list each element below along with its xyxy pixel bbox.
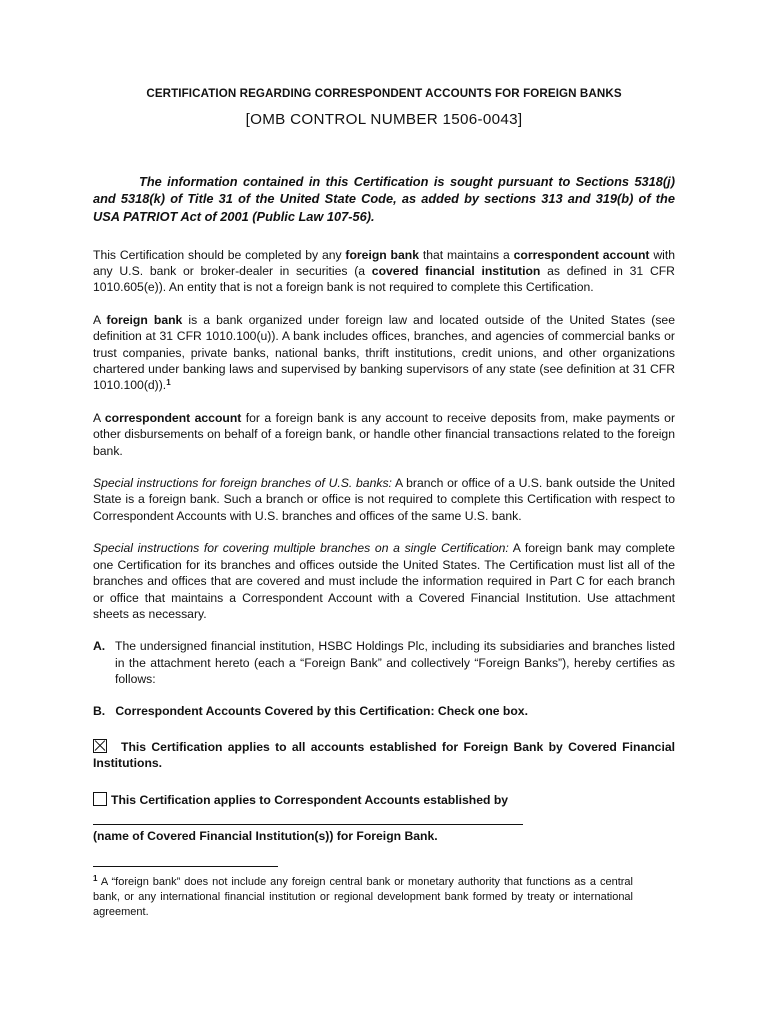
omb-control-number: [OMB CONTROL NUMBER 1506-0043]: [245, 111, 523, 129]
footnote-number: 1: [93, 874, 98, 883]
institution-name-blank-line[interactable]: [93, 810, 523, 825]
checked-box-icon[interactable]: [93, 739, 107, 753]
text-run: as defined in 31 CFR 1010.605(e)). An entity that is not a foreign bank is not required to complete this Certification.: [93, 264, 675, 295]
unchecked-box-icon[interactable]: [93, 792, 107, 806]
text-run: is a bank organized under foreign law and located outside of the United States (see definition at 31 CFR 1010.100(u)). A bank includes offices, branches, and agencies of commercial banks or trust companies, private banks, national banks, thrift institutions, credit unions, and other organizations chartered under banking laws and supervised by banking supervisors of any state (see definition at 31 CFR 1010.100(d)).: [93, 312, 675, 393]
footnote-text: A “foreign bank” does not include any foreign central bank or monetary authority that functions as a central bank, or any international financial institution or regional development bank formed by treaty or international agreement.: [93, 876, 633, 918]
option-all-accounts-label: This Certification applies to all accounts established for Foreign Bank by Covered Financial Institutions.: [93, 739, 675, 771]
footnote-separator: [93, 866, 278, 867]
option-specific-label: This Certification applies to Correspondent Accounts established by: [111, 792, 509, 807]
text-run: A: [93, 312, 107, 327]
term-correspondent-account: correspondent account: [104, 410, 242, 425]
term-foreign-bank: foreign bank: [345, 247, 419, 262]
text-run: with any U.S. bank or broker-dealer in securities (a: [93, 247, 676, 278]
section-a: [93, 638, 675, 687]
section-b-heading: B. Correspondent Accounts Covered by this Certification: Check one box.: [93, 703, 528, 718]
special-instructions-heading: Special instructions for foreign branches of U.S. banks:: [93, 476, 392, 491]
section-a-text: The undersigned financial institution, HSBC Holdings Plc, including its subsidiaries and branches listed in the attachment hereto (each a “Foreign Bank” and collectively “Foreign Banks”), hereby certifies as follows:: [115, 639, 675, 687]
paragraph-correspondent-account-definition: [93, 410, 675, 459]
footnote: [93, 875, 633, 920]
term-covered-financial-institution: covered financial institution: [371, 264, 541, 278]
term-correspondent-account: correspondent account: [513, 247, 650, 262]
text-run: that maintains a: [419, 247, 514, 262]
document-body: [93, 86, 675, 845]
paragraph-special-instructions-multiple-branches: [93, 540, 675, 622]
text-run: A foreign bank may complete one Certification for its branches and offices outside the United States. The Certification must list all of the branches and offices that are covered and must include the information required in Part C for each branch or office that maintains a Correspondent Account with a Covered Financial Institution. Use attachment sheets as necessary.: [93, 541, 675, 621]
term-foreign-bank: foreign bank: [106, 312, 183, 327]
paragraph-special-instructions-us-branches: [93, 475, 675, 524]
footnote-reference: 1: [166, 378, 171, 388]
text-run: This Certification should be completed by any: [93, 247, 346, 262]
text-run: A: [93, 410, 105, 425]
institution-name-caption: (name of Covered Financial Institution(s)) for Foreign Bank.: [93, 829, 438, 844]
document-title: CERTIFICATION REGARDING CORRESPONDENT ACCOUNTS FOR FOREIGN BANKS: [146, 87, 622, 100]
special-instructions-heading: Special instructions for covering multiple branches on a single Certification:: [93, 541, 509, 556]
option-specific-institutions: [93, 792, 675, 845]
option-all-accounts: [93, 739, 675, 772]
option-specific-row: [93, 792, 675, 808]
paragraph-foreign-bank-definition: [93, 312, 675, 394]
section-a-label: A.: [93, 639, 106, 654]
paragraph-who-completes: [93, 247, 675, 296]
intro-paragraph: The information contained in this Certification is sought pursuant to Sections 5318(j) and 5318(k) of Title 31 of the United State Code, as added by sections 313 and 319(b) of the USA PATRIOT Act of 2001 (Public Law 107-56).: [93, 173, 675, 224]
text-run: A branch or office of a U.S. bank outside the United State is a foreign bank. Such a branch or office is not required to complete this Certification with respect to Correspondent Accounts with U.S. branches and offices of the same U.S. bank.: [93, 476, 675, 523]
text-run: for a foreign bank is any account to receive deposits from, make payments or other disbursements on behalf of a foreign bank, or handle other financial transactions related to the foreign bank.: [93, 410, 676, 458]
